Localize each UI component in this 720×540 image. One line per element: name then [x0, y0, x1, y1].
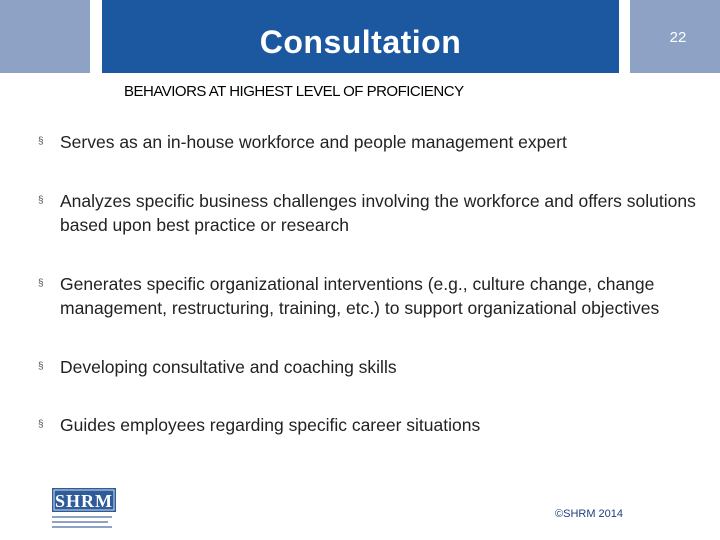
bullet-item	[38, 355, 710, 380]
bullet-icon: §	[38, 277, 44, 289]
bullet-text: Generates specific organizational interventions (e.g., culture change, change management, restructuring, training, etc.) to support organizational objectives	[60, 273, 660, 318]
bullet-icon: §	[38, 194, 44, 206]
header-left-block	[0, 0, 90, 73]
bullet-icon: §	[38, 360, 44, 372]
shrm-logo	[52, 488, 124, 532]
slide-subtitle: BEHAVIORS AT HIGHEST LEVEL OF PROFICIENCY	[124, 83, 464, 100]
slide-number: 22	[669, 29, 687, 46]
bullet-list	[38, 130, 710, 438]
bullet-icon: §	[38, 136, 44, 147]
bullet-item	[38, 189, 710, 238]
copyright-text: ©SHRM 2014	[555, 508, 624, 520]
bullet-text: Guides employees regarding specific career situations	[60, 415, 481, 435]
bullet-text: Analyzes specific business challenges involving the workforce and offers solutions based upon best practice or research	[60, 190, 696, 235]
bullet-item	[38, 413, 710, 438]
logo-text: SHRM	[55, 491, 113, 511]
slide-title: Consultation	[259, 24, 462, 60]
bullet-icon: §	[38, 419, 44, 430]
bullet-text: Developing consultative and coaching skills	[60, 356, 397, 377]
bullet-item	[38, 272, 710, 321]
bullet-text: Serves as an in-house workforce and people management expert	[60, 132, 567, 152]
bullet-item	[38, 130, 710, 155]
